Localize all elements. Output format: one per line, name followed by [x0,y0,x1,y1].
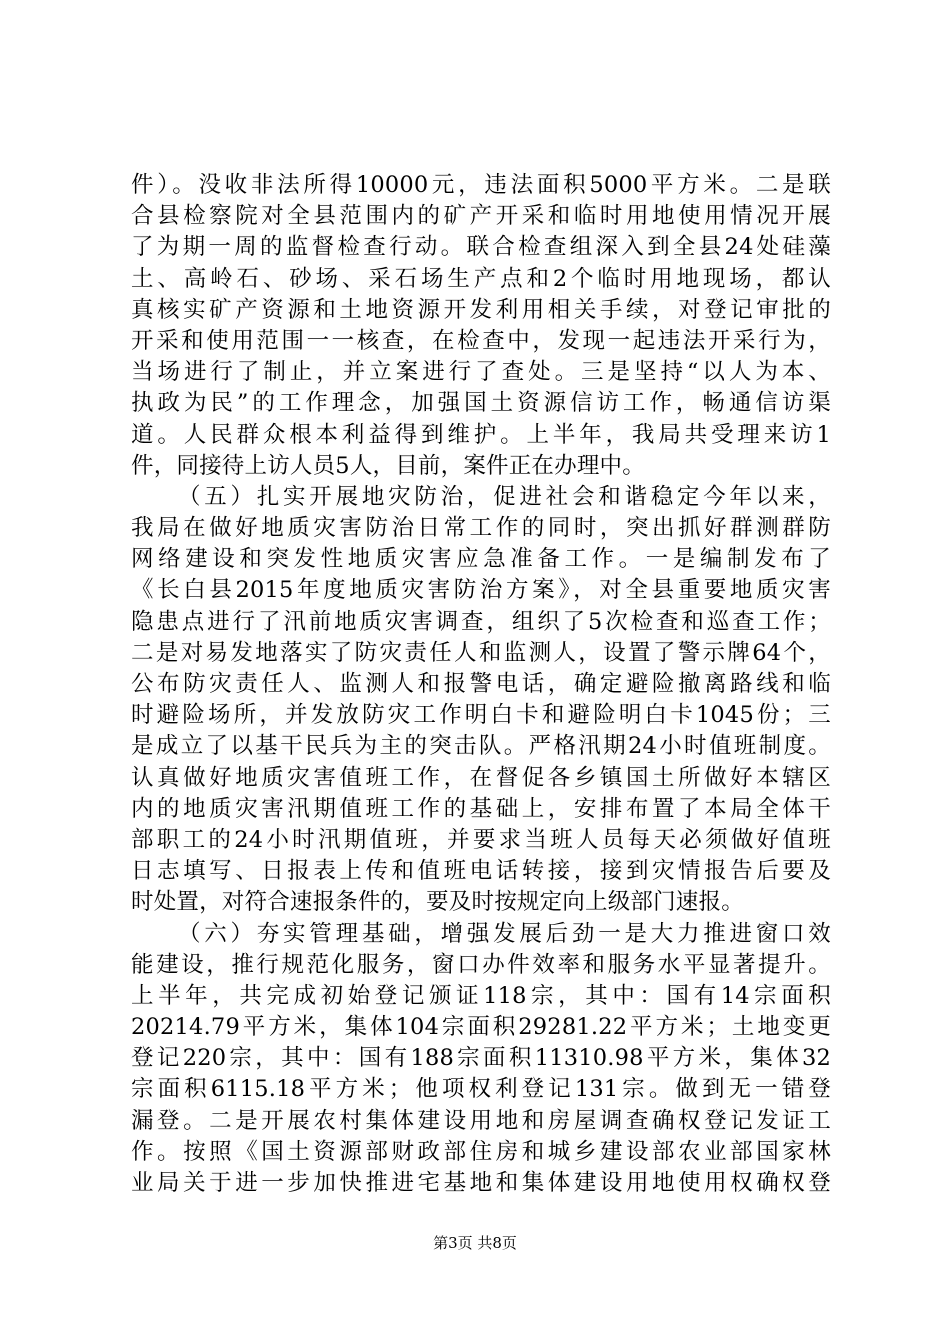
text-line: 漏登。二是开展农村集体建设用地和房屋调查确权登记发证工 [131,1107,831,1134]
text-line: 真核实矿产资源和土地资源开发利用相关手续，对登记审批的 [131,296,831,323]
text-line: 是成立了以基干民兵为主的突击队。严格汛期24小时值班制度。 [131,733,831,760]
text-line: 执政为民”的工作理念，加强国土资源信访工作，畅通信访渠 [131,390,831,417]
text-line: 能建设，推行规范化服务，窗口办件效率和服务水平显著提升。 [131,951,831,978]
text-line: 业局关于进一步加快推进宅基地和集体建设用地使用权确权登 [131,1170,831,1196]
text-line: 时处置，对符合速报条件的，要及时按规定向上级部门速报。 [131,889,744,916]
text-line: 隐患点进行了汛前地质灾害调查，组织了5次检查和巡查工作； [131,608,831,635]
text-line: 网络建设和突发性地质灾害应急准备工作。一是编制发布了 [131,546,831,573]
text-line: 宗面积6115.18平方米；他项权利登记131宗。做到无一错登 [131,1076,831,1103]
text-line: 《长白县2015年度地质灾害防治方案》，对全县重要地质灾害 [131,577,831,604]
text-line: 件）。没收非法所得10000元，违法面积5000平方米。二是联 [131,172,831,198]
text-line: 公布防灾责任人、监测人和报警电话，确定避险撤离路线和临 [131,671,831,697]
text-line: 部职工的24小时汛期值班，并要求当班人员每天必须做好值班 [131,826,831,853]
text-line: 作。按照《国土资源部财政部住房和城乡建设部农业部国家林 [131,1138,831,1165]
text-line: 登记220宗，其中：国有188宗面积11310.98平方米，集体32 [131,1045,831,1072]
text-line: 当场进行了制止，并立案进行了查处。三是坚持“以人为本、 [131,359,831,386]
section-heading-line: （五）扎实开展地灾防治，促进社会和谐稳定今年以来， [178,483,831,510]
text-line: 二是对易发地落实了防灾责任人和监测人，设置了警示牌64个， [131,639,831,666]
text-line: 20214.79平方米，集体104宗面积29281.22平方米；土地变更 [131,1014,831,1041]
text-line: 道。人民群众根本利益得到维护。上半年，我局共受理来访1 [131,421,831,448]
text-line: 合县检察院对全县范围内的矿产开采和临时用地使用情况开展 [131,203,831,230]
text-line: 认真做好地质灾害值班工作，在督促各乡镇国土所做好本辖区 [131,764,831,791]
text-line: 件，同接待上访人员5人，目前，案件正在办理中。 [131,452,645,479]
section-heading-line: （六）夯实管理基础，增强发展后劲一是大力推进窗口效 [178,920,831,947]
text-line: 日志填写、日报表上传和值班电话转接，接到灾情报告后要及 [131,858,831,885]
text-line: 土、高岭石、砂场、采石场生产点和2个临时用地现场，都认 [131,265,831,292]
text-line: 了为期一周的监督检查行动。联合检查组深入到全县24处硅藻 [131,234,831,261]
page-number-footer: 第3页 共8页 [433,1234,517,1252]
text-line: 上半年，共完成初始登记颁证118宗，其中：国有14宗面积 [131,982,831,1009]
text-line: 内的地质灾害汛期值班工作的基础上，安排布置了本局全体干 [131,795,831,822]
text-line: 时避险场所，并发放防灾工作明白卡和避险明白卡1045份；三 [131,702,831,729]
text-line: 开采和使用范围一一核查，在检查中，发现一起违法开采行为， [131,327,831,354]
text-line: 我局在做好地质灾害防治日常工作的同时，突出抓好群测群防 [131,515,831,542]
document-body [131,170,831,1199]
